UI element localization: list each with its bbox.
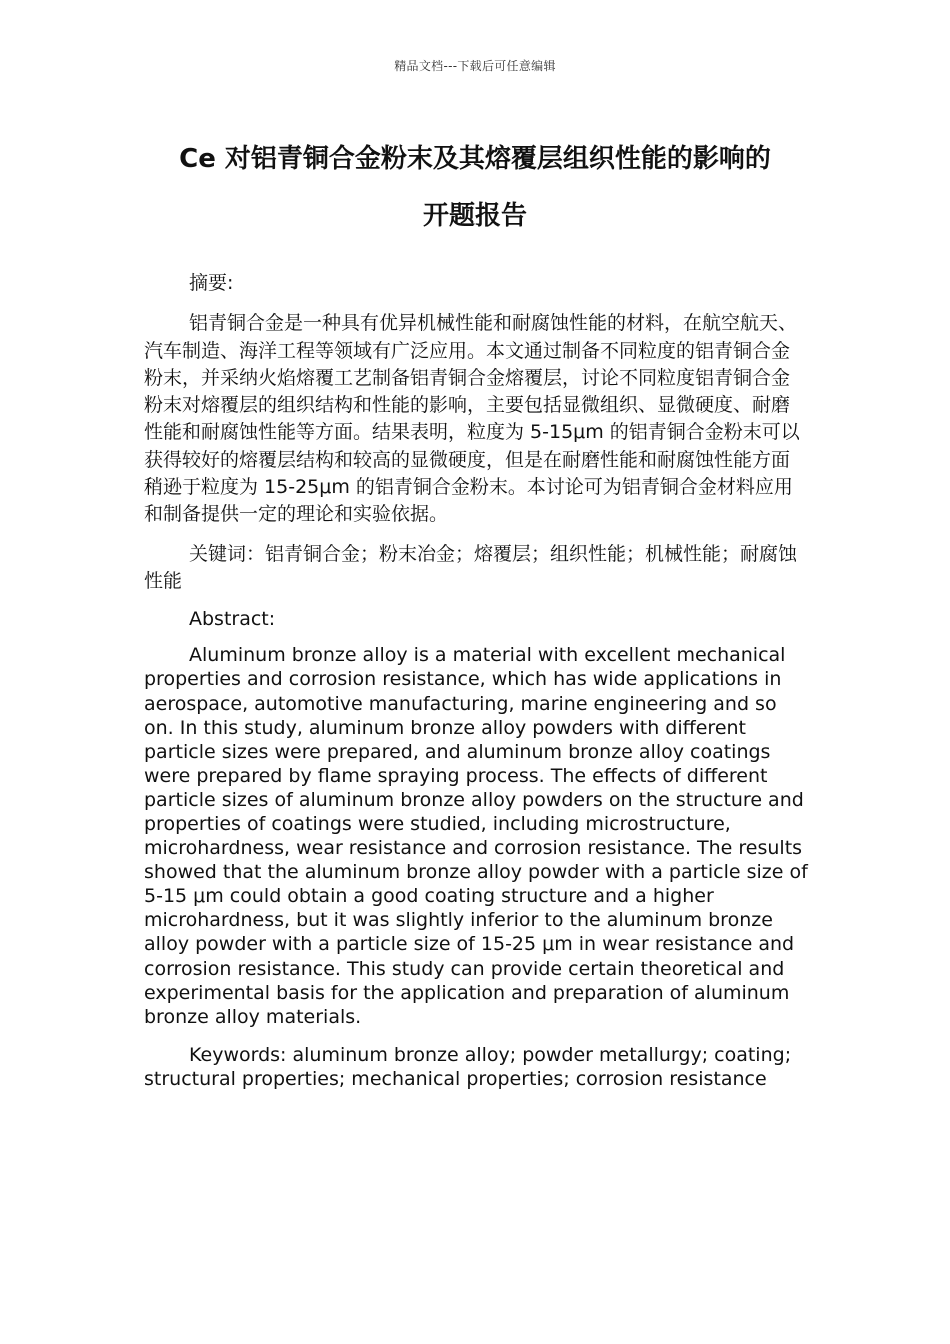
english-abstract-label: Abstract: (189, 608, 276, 631)
english-abstract-paragraph: Aluminum bronze alloy is a material with excellent mechanical properties and corrosion resistance, which has wide applications in aerospace, automotive manufacturing, marine engineering and so on. In this study, aluminum bronze alloy powders with different particle sizes were prepared, and aluminum bronze alloy coatings were prepared by flame spraying process. The effects of different particle sizes of aluminum bronze alloy powders on the structure and properties of coatings were studied, including microstructure, microhardness, wear resistance and corrosion resistance. The results showed that the aluminum bronze alloy powder with a particle size of 5-15 μm could obtain a good coating structure and a higher microhardness, but it was slightly inferior to the aluminum bronze alloy powder with a particle size of 15-25 μm in wear resistance and corrosion resistance. This study can provide certain theoretical and experimental basis for the application and preparation of aluminum bronze alloy materials. (144, 644, 808, 1028)
chinese-abstract-label: 摘要: (189, 272, 234, 294)
document-body (144, 270, 808, 1105)
page-header-note: 精品文档---下载后可任意编辑 (394, 59, 556, 73)
english-keywords: Keywords: aluminum bronze alloy; powder metallurgy; coating; structural properties; mechanical properties; corrosion resistance (144, 1043, 792, 1090)
chinese-keywords: 关键词：铝青铜合金；粉末冶金；熔覆层；组织性能；机械性能；耐腐蚀性能 (144, 542, 798, 592)
document-title-line-2: 开题报告 (422, 201, 527, 231)
chinese-abstract-paragraph: 铝青铜合金是一种具有优异机械性能和耐腐蚀性能的材料，在航空航天、汽车制造、海洋工程等领域有广泛应用。本文通过制备不同粒度的铝青铜合金粉末，并采纳火焰熔覆工艺制备铝青铜合金熔覆层，讨论不同粒度铝青铜合金粉末对熔覆层的组织结构和性能的影响，主要包括显微组织、显微硬度、耐磨性能和耐腐蚀性能等方面。结果表明，粒度为 5-15μm 的铝青铜合金粉末可以获得较好的熔覆层结构和较高的显微硬度，但是在耐磨性能和耐腐蚀性能方面稍逊于粒度为 15-25μm 的铝青铜合金粉末。本讨论可为铝青铜合金材料应用和制备提供一定的理论和实验依据。 (144, 312, 800, 526)
document-title-line-1: Ce 对铝青铜合金粉末及其熔覆层组织性能的影响的 (179, 144, 771, 174)
